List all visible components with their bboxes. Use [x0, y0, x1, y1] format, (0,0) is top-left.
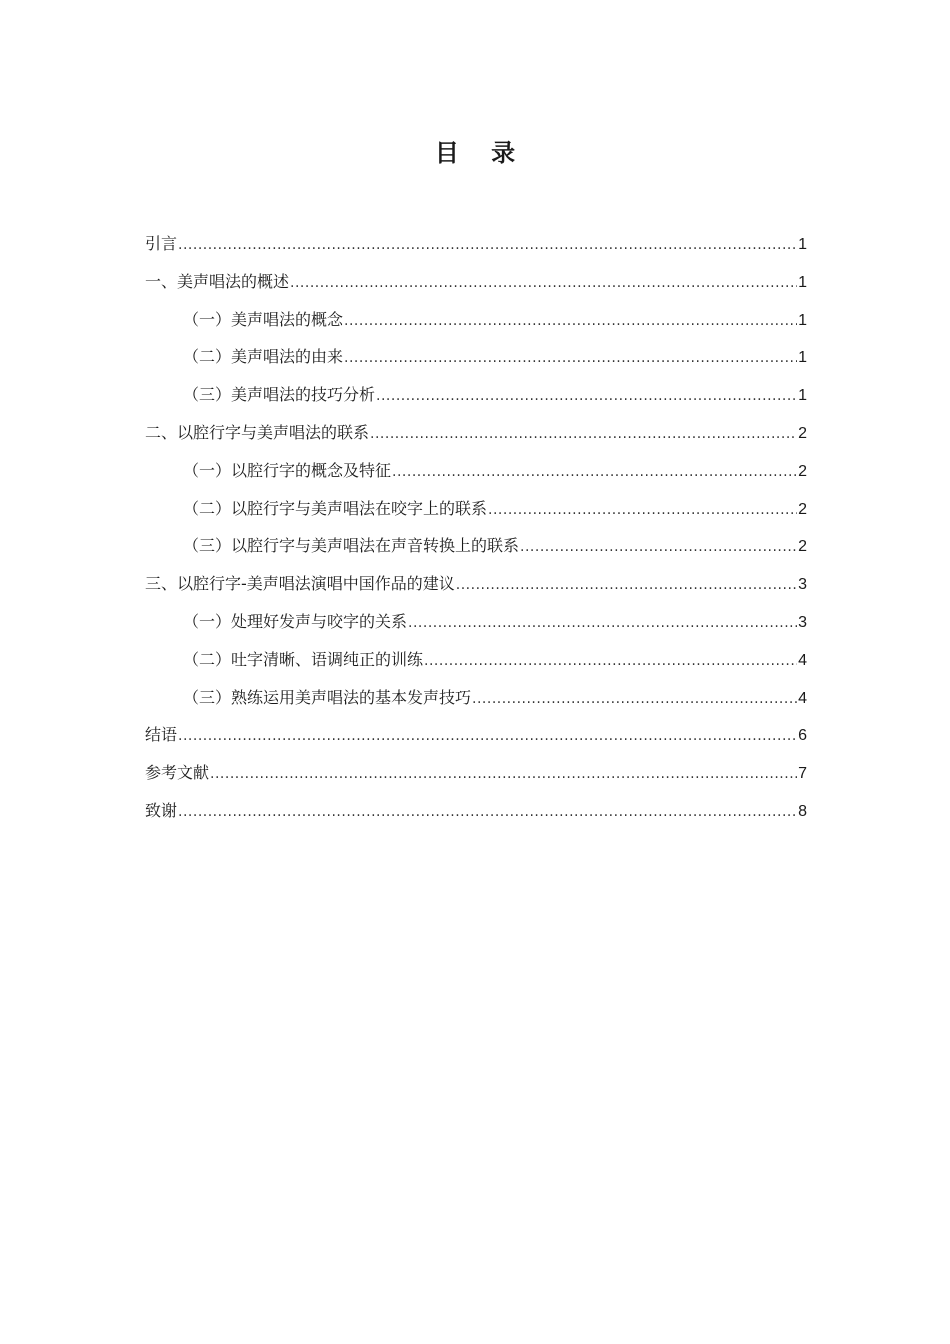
toc-entry-page: 1	[798, 387, 807, 405]
toc-entry[interactable]	[145, 758, 807, 796]
toc-entry-page: 2	[798, 538, 807, 556]
toc-entry-text: （三）美声唱法的技巧分析	[183, 385, 376, 405]
toc-entry-text: 参考文献	[145, 763, 210, 783]
toc-entry[interactable]	[145, 342, 807, 380]
toc-dot-leader	[408, 608, 797, 638]
toc-entry-text: （二）以腔行字与美声唱法在咬字上的联系	[183, 498, 488, 518]
toc-entry-page: 6	[798, 727, 807, 745]
toc-entry-page: 3	[798, 576, 807, 594]
toc-dot-leader	[376, 381, 797, 411]
toc-entry[interactable]	[145, 607, 807, 645]
toc-entry[interactable]	[145, 380, 807, 418]
toc-entry-page: 4	[798, 651, 807, 669]
toc-entry[interactable]	[145, 645, 807, 683]
toc-entry-text: 三、以腔行字-美声唱法演唱中国作品的建议	[145, 574, 455, 594]
toc-entry[interactable]	[145, 229, 807, 267]
toc-entry-page: 4	[798, 689, 807, 707]
toc-entry-page: 2	[798, 424, 807, 442]
toc-dot-leader	[472, 684, 797, 714]
toc-entry-text: （一）美声唱法的概念	[183, 309, 344, 329]
toc-dot-leader	[456, 570, 797, 600]
toc-dot-leader	[392, 457, 797, 487]
toc-dot-leader	[520, 532, 797, 562]
toc-entry[interactable]	[145, 456, 807, 494]
toc-entry-text: （三）以腔行字与美声唱法在声音转换上的联系	[183, 536, 520, 556]
toc-entry[interactable]	[145, 569, 807, 607]
toc-entry[interactable]	[145, 796, 807, 834]
toc-entry-page: 3	[798, 613, 807, 631]
toc-entry-page: 7	[798, 765, 807, 783]
toc-entry[interactable]	[145, 267, 807, 305]
toc-dot-leader	[344, 306, 797, 336]
toc-entry-text: （一）处理好发声与咬字的关系	[183, 611, 408, 631]
toc-entry-text: 二、以腔行字与美声唱法的联系	[145, 422, 370, 442]
toc-entry-text: 引言	[145, 234, 178, 253]
toc-dot-leader	[424, 646, 797, 676]
toc-entry[interactable]	[145, 418, 807, 456]
toc-dot-leader	[178, 797, 797, 827]
toc-dot-leader	[344, 343, 797, 373]
toc-dot-leader	[178, 721, 797, 751]
toc-entry-page: 2	[798, 462, 807, 480]
toc-entry[interactable]	[145, 720, 807, 758]
toc-entry-text: 致谢	[145, 800, 178, 820]
toc-title: 目 录	[434, 139, 528, 167]
toc-list	[145, 229, 807, 834]
toc-dot-leader	[370, 419, 797, 449]
toc-dot-leader	[178, 230, 797, 260]
toc-entry[interactable]	[145, 531, 807, 569]
toc-entry-text: （二）吐字清晰、语调纯正的训练	[183, 649, 424, 669]
toc-entry-page: 1	[798, 311, 807, 329]
toc-dot-leader	[290, 268, 797, 298]
toc-entry-page: 1	[798, 273, 807, 291]
toc-entry-page: 1	[798, 349, 807, 367]
toc-entry-page: 8	[798, 802, 807, 820]
toc-dot-leader	[488, 495, 797, 525]
toc-entry-text: 一、美声唱法的概述	[145, 271, 290, 291]
toc-entry-text: （一）以腔行字的概念及特征	[183, 460, 392, 480]
toc-entry[interactable]	[145, 494, 807, 532]
toc-entry-text: 结语	[145, 725, 178, 745]
toc-entry[interactable]	[145, 305, 807, 343]
toc-entry[interactable]	[145, 683, 807, 721]
toc-entry-text: （二）美声唱法的由来	[183, 347, 344, 367]
toc-entry-text: （三）熟练运用美声唱法的基本发声技巧	[183, 687, 472, 707]
toc-entry-page: 2	[798, 500, 807, 518]
toc-dot-leader	[210, 759, 797, 789]
toc-entry-page: 1	[798, 236, 807, 253]
